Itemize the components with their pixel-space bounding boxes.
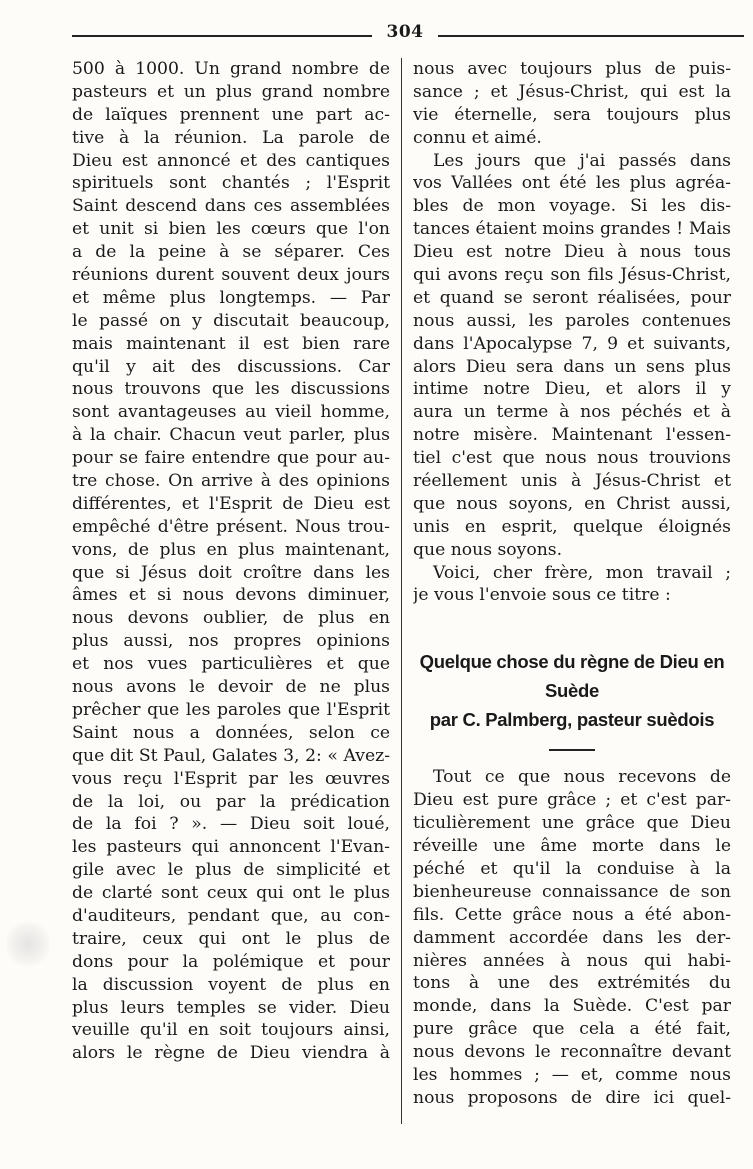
text-line: vons, de plus en plus maintenant, <box>72 539 390 560</box>
text-line: alors le règne de Dieu viendra à <box>72 1043 390 1064</box>
text-line: nous proposons de dire ici quel- <box>413 1087 731 1108</box>
column-divider <box>401 58 402 1124</box>
text-line: d'auditeurs, pendant que, au con- <box>72 905 390 926</box>
text-line: damment accordée dans les der- <box>413 927 731 948</box>
text-line: intime notre Dieu, et alors il y <box>413 379 731 400</box>
text-line: sance ; et Jésus-Christ, qui est la <box>413 81 731 102</box>
article-byline: par C. Palmberg, pasteur suèdois <box>429 709 715 731</box>
right-column <box>413 58 731 1110</box>
text-line: Saint descend dans ces assemblées <box>72 196 390 217</box>
text-line: pour se faire entendre que pour au- <box>72 448 390 469</box>
text-line: les hommes ; — et, comme nous <box>413 1064 731 1085</box>
text-line: Les jours que j'ai passés dans <box>433 150 731 171</box>
article-title: Quelque chose du règne de Dieu en Suède <box>419 651 725 702</box>
text-line: nous devons oublier, de plus en <box>72 608 390 629</box>
text-line: bienheureuse connaissance de son <box>413 881 731 902</box>
text-line: Tout ce que nous recevons de <box>433 767 731 788</box>
text-line: monde, dans la Suède. C'est par <box>413 996 731 1017</box>
text-line: et nos vues particulières et que <box>72 654 390 675</box>
text-line: tre chose. On arrive à des opinions <box>72 471 390 492</box>
text-line: gile avec le plus de simplicité et <box>72 860 390 881</box>
text-line: et quand se seront réalisées, pour <box>413 287 731 308</box>
text-line: péché et qu'il la conduise à la <box>413 858 731 879</box>
text-line: Dieu est annoncé et des cantiques <box>72 150 390 171</box>
text-line: réveille une âme morte dans le <box>413 836 731 857</box>
text-line: Saint nous a données, selon ce <box>72 722 390 743</box>
text-line: pasteurs et un plus grand nombre <box>72 81 390 102</box>
text-line: 500 à 1000. Un grand nombre de <box>72 59 390 79</box>
paper-stain <box>6 920 50 968</box>
text-line: plus leurs temples se vider. Dieu <box>72 997 390 1018</box>
text-line: de clarté sont ceux qui ont le plus <box>72 883 390 904</box>
text-line: spirituels sont chantés ; l'Esprit <box>72 173 390 194</box>
text-line: empêché d'être présent. Nous trou- <box>72 516 390 537</box>
text-line: réellement unis à Jésus-Christ et <box>413 471 731 492</box>
text-line: traire, ceux qui ont le plus de <box>72 928 390 949</box>
text-line: tons à une des extrémités du <box>413 973 731 994</box>
text-line: âmes et si nous devons diminuer, <box>72 585 390 606</box>
text-line: pure grâce que cela a été fait, <box>413 1019 731 1040</box>
text-line: mais maintenant il est bien rare <box>72 333 390 354</box>
text-line: vie éternelle, sera toujours plus <box>413 104 731 125</box>
text-line: plus aussi, nos propres opinions <box>72 631 390 652</box>
text-line: vous reçu l'Esprit par les œuvres <box>72 768 390 789</box>
text-line: dons pour la polémique et pour <box>72 951 390 972</box>
text-line: sont avantageuses au vieil homme, <box>72 402 390 423</box>
text-line: ticulièrement une grâce que Dieu <box>413 813 731 834</box>
page-number: 304 <box>386 22 424 42</box>
text-line: bles de mon voyage. Si les dis- <box>413 196 731 217</box>
text-line: nous devons le reconnaître devant <box>413 1042 731 1063</box>
text-line: a de la peine à se séparer. Ces <box>72 242 390 263</box>
text-line: nières années à nous qui habi- <box>413 950 731 971</box>
text-line: que nous soyons. <box>413 539 563 560</box>
text-line: de laïques prennent une part ac- <box>72 104 390 125</box>
text-line: notre misère. Maintenant l'essen- <box>413 425 731 446</box>
text-line: à la chair. Chacun veut parler, plus <box>72 425 390 446</box>
text-line: nous aussi, les paroles contenues <box>413 310 731 331</box>
text-line: et unit si bien les cœurs que l'on <box>72 219 390 240</box>
text-line: nous trouvons que les discussions <box>72 379 390 400</box>
text-line: tive à la réunion. La parole de <box>72 127 390 148</box>
text-line: qui avons reçu son fils Jésus-Christ, <box>413 265 731 286</box>
text-line: la discussion voyent de plus en <box>72 974 390 995</box>
text-line: les pasteurs qui annoncent l'Evan- <box>72 837 390 858</box>
text-line: réunions durent souvent deux jours <box>72 265 390 286</box>
text-line: dans l'Apocalypse 7, 9 et suivants, <box>413 333 731 354</box>
text-line: Dieu est pure grâce ; et c'est par- <box>413 790 731 811</box>
left-column <box>72 58 390 1065</box>
text-line: aura un terme à nos péchés et à <box>413 402 731 423</box>
text-line: tances étaient moins grandes ! Mais <box>413 219 731 240</box>
text-line: Voici, cher frère, mon travail ; <box>433 562 731 583</box>
title-rule-area <box>413 734 731 766</box>
header-rule-left <box>72 35 372 37</box>
header-rule-right <box>438 35 744 37</box>
text-line: différentes, et l'Esprit de Dieu est <box>72 493 390 514</box>
text-line: de la foi ? ». — Dieu soit loué, <box>72 814 390 835</box>
text-line: nous avons le devoir de ne plus <box>72 677 390 698</box>
text-line: vos Vallées ont été les plus agréa- <box>413 173 731 194</box>
text-line: que nous soyons, en Christ aussi, <box>413 493 731 514</box>
text-line: tiel c'est que nous nous trouvions <box>413 448 731 469</box>
title-rule <box>549 749 595 751</box>
text-line: prêcher que les paroles que l'Esprit <box>72 699 390 720</box>
page-header <box>72 22 744 46</box>
text-line: et même plus longtemps. — Par <box>72 287 390 308</box>
text-line: veuille qu'il en soit toujours ainsi, <box>72 1020 390 1041</box>
text-line: alors Dieu sera dans un sens plus <box>413 356 731 377</box>
text-line: de la loi, ou par la prédication <box>72 791 390 812</box>
text-line: Dieu est notre Dieu à nous tous <box>413 242 731 263</box>
text-line: qu'il y ait des discussions. Car <box>72 356 390 377</box>
text-line: unis en esprit, quelque éloignés <box>413 516 731 537</box>
text-line: le passé on y discutait beaucoup, <box>72 310 390 331</box>
text-line: nous avec toujours plus de puis- <box>413 59 731 79</box>
text-line: connu et aimé. <box>413 127 542 148</box>
text-line: je vous l'envoie sous ce titre : <box>413 585 671 606</box>
text-line: fils. Cette grâce nous a été abon- <box>413 904 731 925</box>
text-line: que si Jésus doit croître dans les <box>72 562 390 583</box>
text-line: que dit St Paul, Galates 3, 2: « Avez- <box>72 745 390 766</box>
spacer <box>413 607 731 647</box>
